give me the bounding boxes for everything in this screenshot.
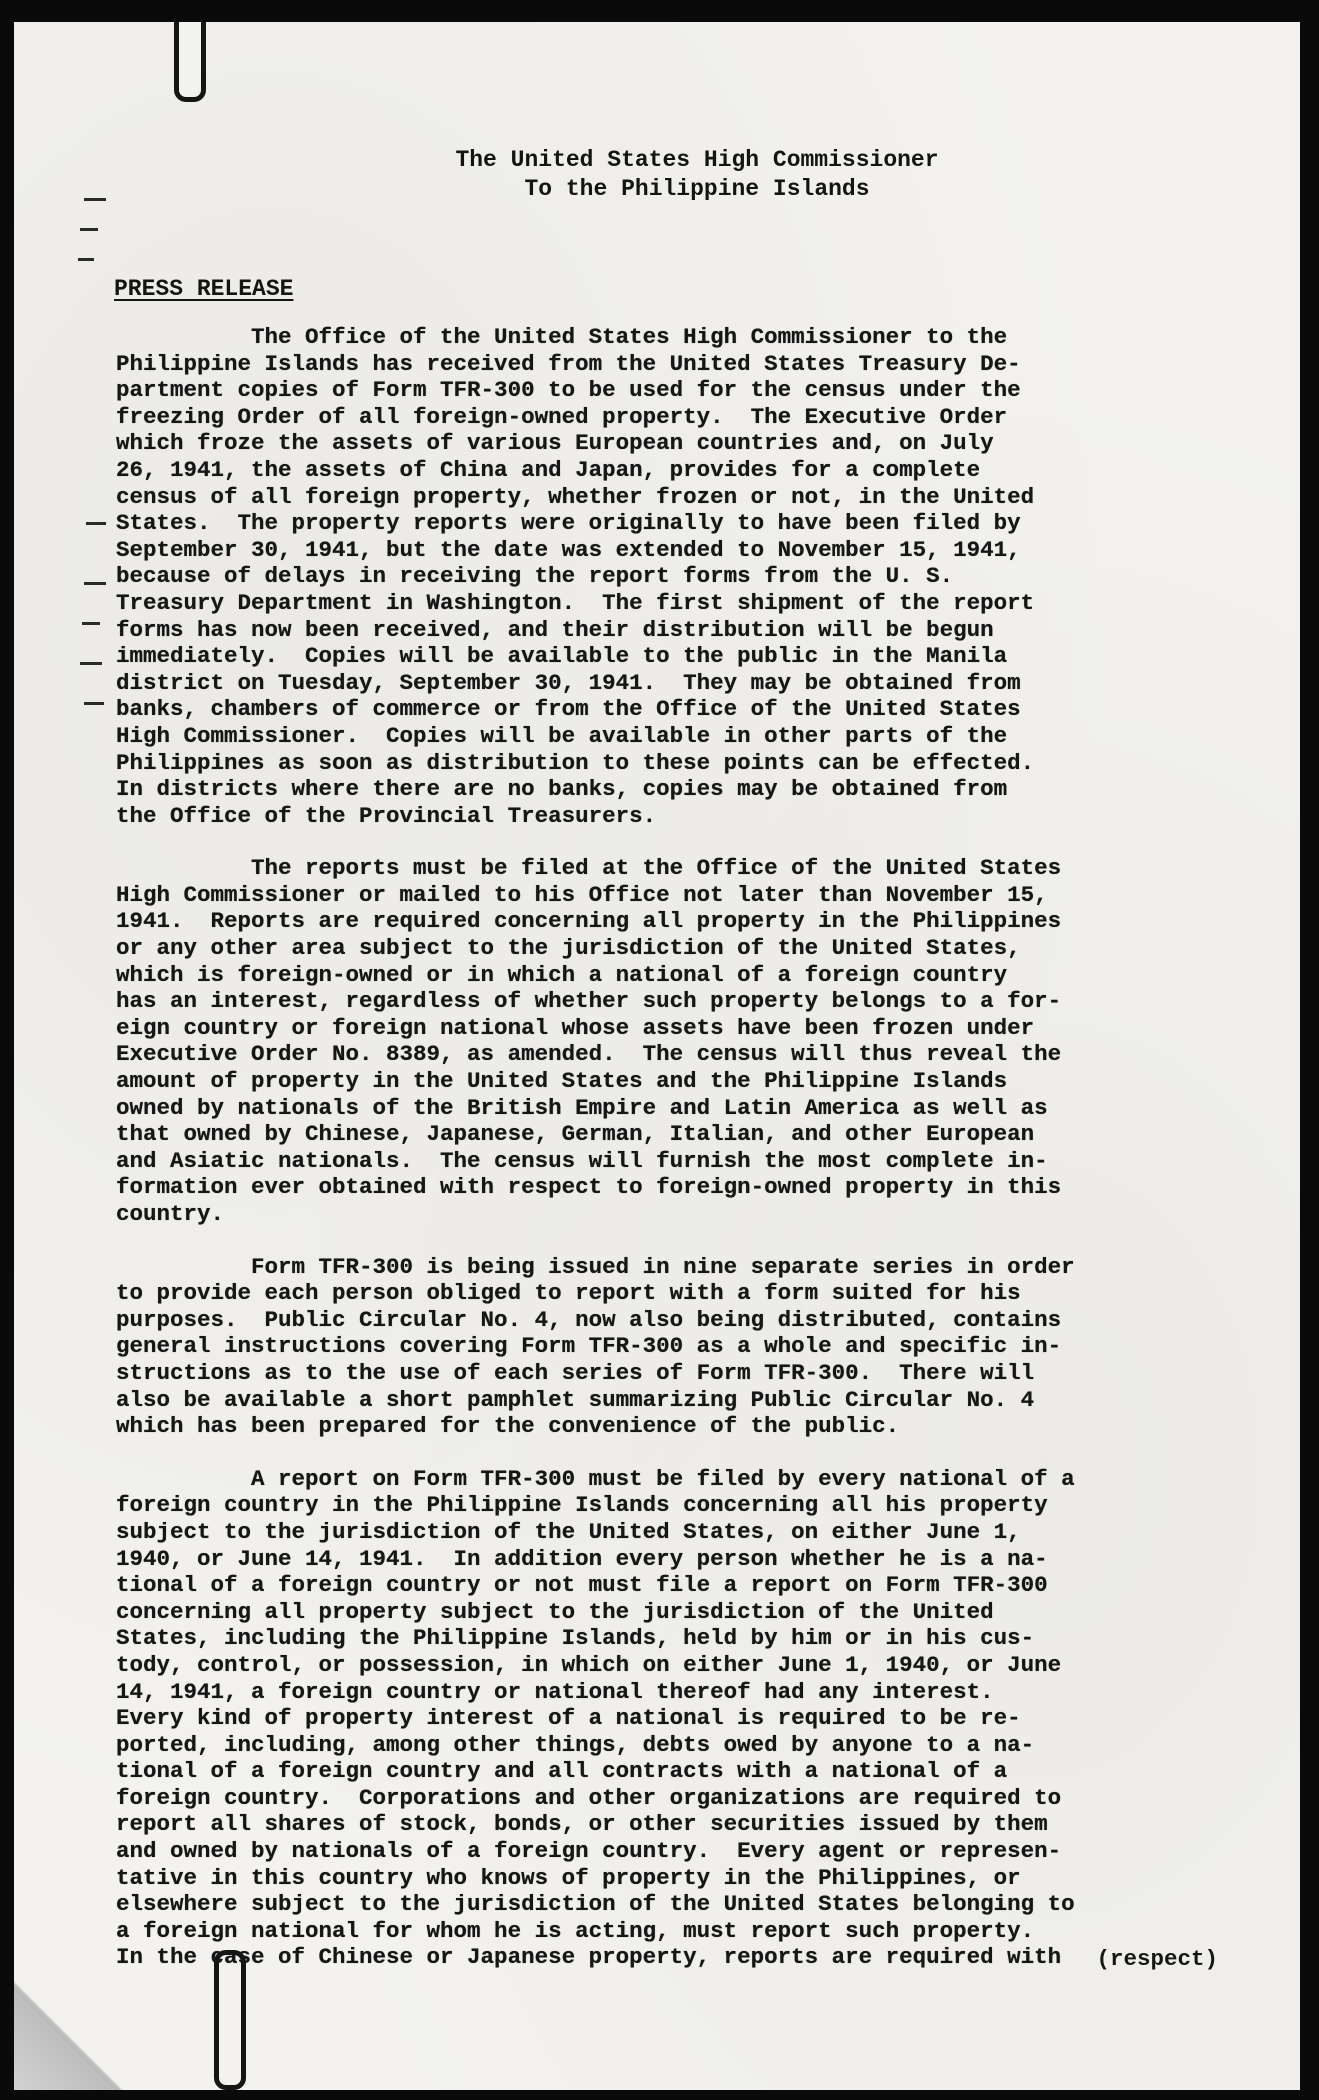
press-release-label: PRESS RELEASE: [114, 276, 294, 302]
paragraph-2: The reports must be filed at the Office of the United States High Commissioner or mailed to his Office not later than November 15, 1941. Reports are required concerning all property in the Philippines or any other area subject to the jurisdiction of the United States, which is foreign-owned or in which a national of a foreign country has an interest, regardless of whether such property belongs to a for- eign country or foreign national whose assets have been frozen under Executive Order No. 8389, as amended. The census will thus reveal the amount of property in the United States and the Philippine Islands owned by nationals of the British Empire and Latin America as well as that owned by Chinese, Japanese, German, Italian, and other European and Asiatic nationals. The census will furnish the most complete in- formation ever obtained with respect to foreign-owned property in this country.: [116, 855, 1062, 1227]
margin-mark: [84, 702, 104, 705]
paragraph-4: A report on Form TFR-300 must be filed by every national of a foreign country in the Philippine Islands concerning all his property subject to the jurisdiction of the United States, on either June 1, 1940, or June 14, 1941. In addition every person whether he is a na- tional of a foreign country or not must file a report on Form TFR-300 concerning all property subject to the jurisdiction of the United States, including the Philippine Islands, held by him or in his cus- tody, control, or possession, in which on either June 1, 1940, or June 14, 1941, a foreign country or national thereof had any interest. Every kind of property interest of a national is required to be re- ported, including, among other things, debts owed by anyone to a na- tional of a foreign country and all contracts with a national of a foreign country. Corporations and other organizations are required to report all shares of stock, bonds, or other securities issued by them and owned by nationals of a foreign country. Every agent or represen- tative in this country who knows of property in the Philippines, or elsewhere subject to the jurisdiction of the United States belonging to a foreign national for whom he is acting, must report such property. In the case of Chinese or Japanese property, reports are required with: [116, 1465, 1075, 1971]
margin-mark: [84, 582, 106, 585]
paragraph-1: The Office of the United States High Commissioner to the Philippine Islands has received from the United States Treasury De- partment copies of Form TFR-300 to be used for the census under the freezing Order of all foreign-owned property. The Executive Order which froze the assets of various European countries and, on July 26, 1941, the assets of China and Japan, provides for a complete census of all foreign property, whether frozen or not, in the United States. The property reports were originally to have been filed by September 30, 1941, but the date was extended to November 15, 1941, because of delays in receiving the report forms from the U. S. Treasury Department in Washington. The first shipment of the report forms has now been received, and their distribution will be begun immediately. Copies will be available to the public in the Manila district on Tuesday, September 30, 1941. They may be obtained from banks, chambers of commerce or from the Office of the United States High Commissioner. Copies will be available in other parts of the Philippines as soon as distribution to these points can be effected. In districts where there are no banks, copies may be obtained from the Office of the Provincial Treasurers.: [116, 324, 1035, 829]
margin-mark: [78, 258, 94, 261]
document-page: [14, 22, 1300, 2090]
header-line-1: The United States High Commissioner: [455, 147, 939, 173]
margin-mark: [86, 522, 106, 525]
margin-mark: [80, 228, 98, 231]
document-header: [14, 146, 1300, 204]
header-line-2: To the Philippine Islands: [524, 176, 870, 202]
margin-mark: [82, 622, 100, 625]
binder-clip-top: [174, 22, 206, 102]
document-body: [116, 324, 1266, 1997]
continuation-word: (respect): [1096, 1946, 1218, 1972]
torn-corner: [14, 1980, 124, 2090]
paragraph-3: Form TFR-300 is being issued in nine separate series in order to provide each person obliged to report with a form suited for his purposes. Public Circular No. 4, now also being distributed, contains general instructions covering Form TFR-300 as a whole and specific in- structions as to the use of each series of Form TFR-300. There will also be available a short pamphlet summarizing Public Circular No. 4 which has been prepared for the convenience of the public.: [116, 1253, 1075, 1440]
margin-mark: [80, 662, 102, 665]
